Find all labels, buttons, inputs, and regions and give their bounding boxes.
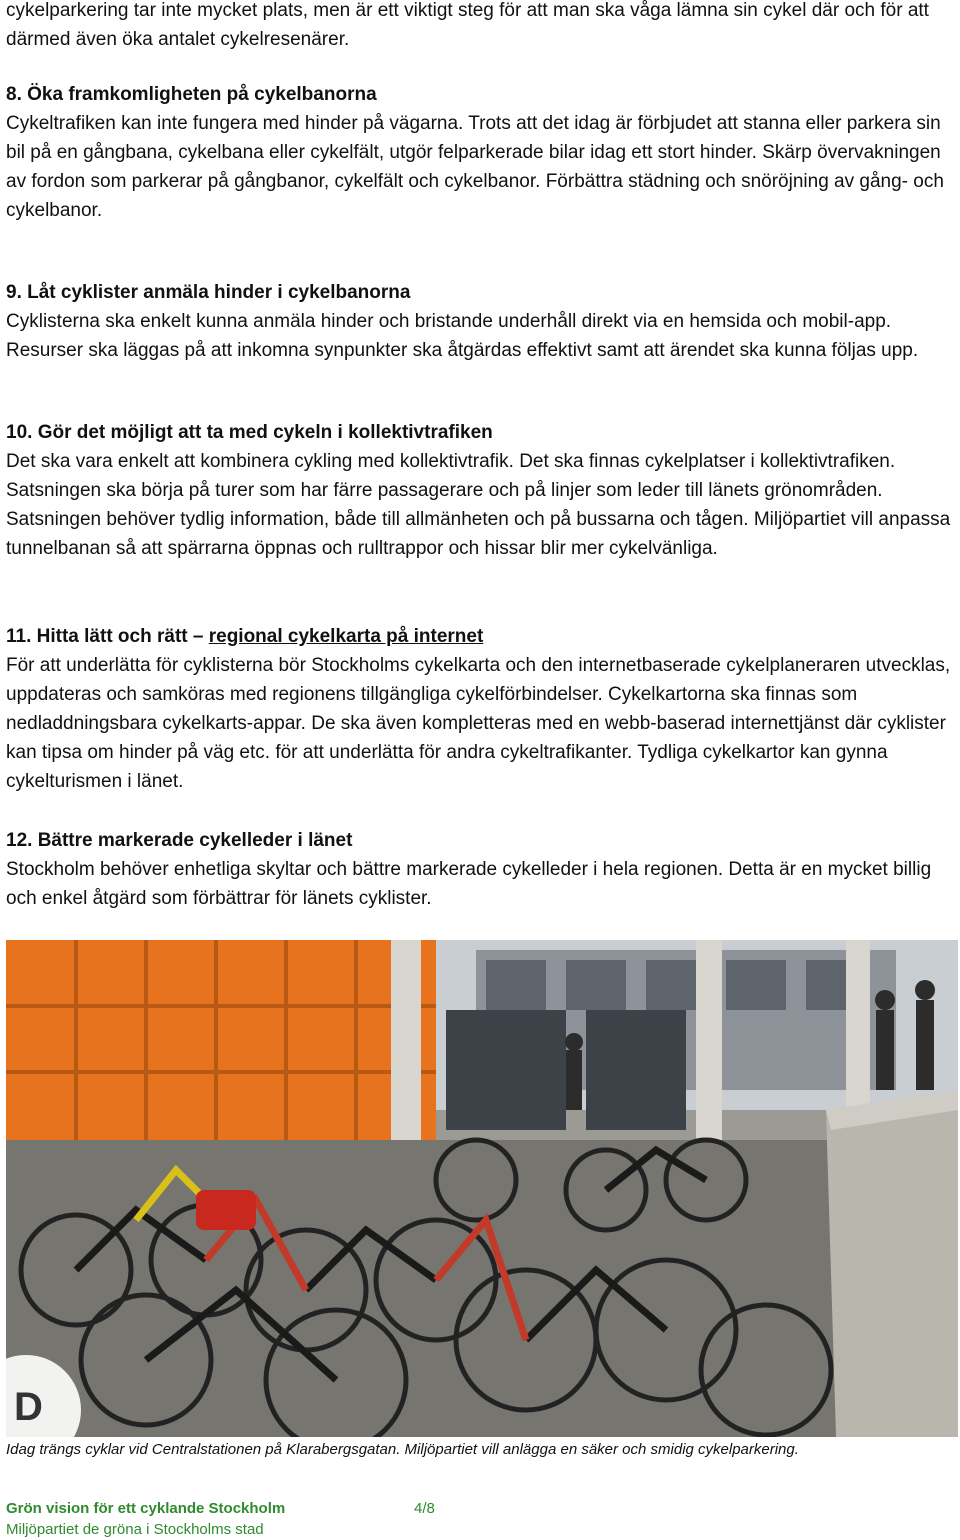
section-heading: 9. Låt cyklister anmäla hinder i cykelbanorna <box>6 282 411 303</box>
section-body: Stockholm behöver enhetliga skyltar och bättre markerade cykelleder i hela regionen. Detta är en mycket billig och enkel åtgärd som förbättrar för länets cyklister. <box>6 859 932 909</box>
section-heading: 12. Bättre markerade cykelleder i länet <box>6 830 353 851</box>
footer-title: Grön vision för ett cyklande Stockholm <box>6 1500 286 1517</box>
page-number: 4/8 <box>414 1500 435 1517</box>
footer-subtitle: Miljöpartiet de gröna i Stockholms stad <box>6 1521 264 1538</box>
section-body: Det ska vara enkelt att kombinera cykling med kollektivtrafik. Det ska finnas cykelplatser i kollektivtrafiken. Satsningen ska börja på turer som har färre passagerare och på linjer som leder till länets grönområden. Satsningen behöver tydlig information, både till allmänheten och på bussarna och tågen. Miljöpartiet vill anpassa tunnelbanan så att spärrarna öppnas och rulltrappor och hissar blir mer cykelvänliga. <box>6 451 951 559</box>
section-heading: 8. Öka framkomligheten på cykelbanorna <box>6 84 377 105</box>
section-8 <box>6 80 954 225</box>
section-9 <box>6 278 954 365</box>
heading-underlined: regional cykelkarta på internet <box>208 626 484 647</box>
svg-text:D: D <box>14 1385 43 1429</box>
bicycle-parking-illustration <box>6 940 958 1437</box>
section-10 <box>6 418 954 563</box>
section-11 <box>6 622 954 796</box>
bicycle-parking-photo <box>6 940 958 1437</box>
section-body: Cyklisterna ska enkelt kunna anmäla hinder och bristande underhåll direkt via en hemsida och mobil-app. Resurser ska läggas på att inkomna synpunkter ska åtgärdas effektivt samt att ärendet ska kunna följas upp. <box>6 311 919 361</box>
section-12 <box>6 826 954 913</box>
section-heading <box>6 622 954 651</box>
heading-prefix: 11. Hitta lätt och rätt – <box>6 626 209 647</box>
intro-paragraph: cykelparkering tar inte mycket plats, men är ett viktigt steg för att man ska våga lämna sin cykel där och för att därmed även öka antalet cykelresenärer. <box>6 0 929 50</box>
section-body: För att underlätta för cyklisterna bör Stockholms cykelkarta och den internetbaserade cykelplaneraren utvecklas, uppdateras och samköras med regionens tillgängliga cykelförbindelser. Cykelkartorna ska finnas som nedladdningsbara cykelkarts-appar. De ska även kompletteras med en webb-baserad internettjänst där cyklister kan tipsa om hinder på väg etc. för att underlätta för andra cykeltrafikanter. Tydliga cykelkartor kan gynna cykelturismen i länet. <box>6 655 951 792</box>
page-footer <box>6 1498 954 1540</box>
section-heading: 10. Gör det möjligt att ta med cykeln i kollektivtrafiken <box>6 422 493 443</box>
photo-caption: Idag trängs cyklar vid Centralstationen på Klarabergsgatan. Miljöpartiet vill anlägga en säker och smidig cykelparkering. <box>6 1441 799 1458</box>
section-body: Cykeltrafiken kan inte fungera med hinder på vägarna. Trots att det idag är förbjudet att stanna eller parkera sin bil på en gångbana, cykelbana eller cykelfält, utgör felparkerade bilar idag ett stort hinder. Skärp övervakningen av fordon som parkerar på gångbanor, cykelfält och cykelbanor. Förbättra städning och snöröjning av gång- och cykelbanor. <box>6 113 944 221</box>
